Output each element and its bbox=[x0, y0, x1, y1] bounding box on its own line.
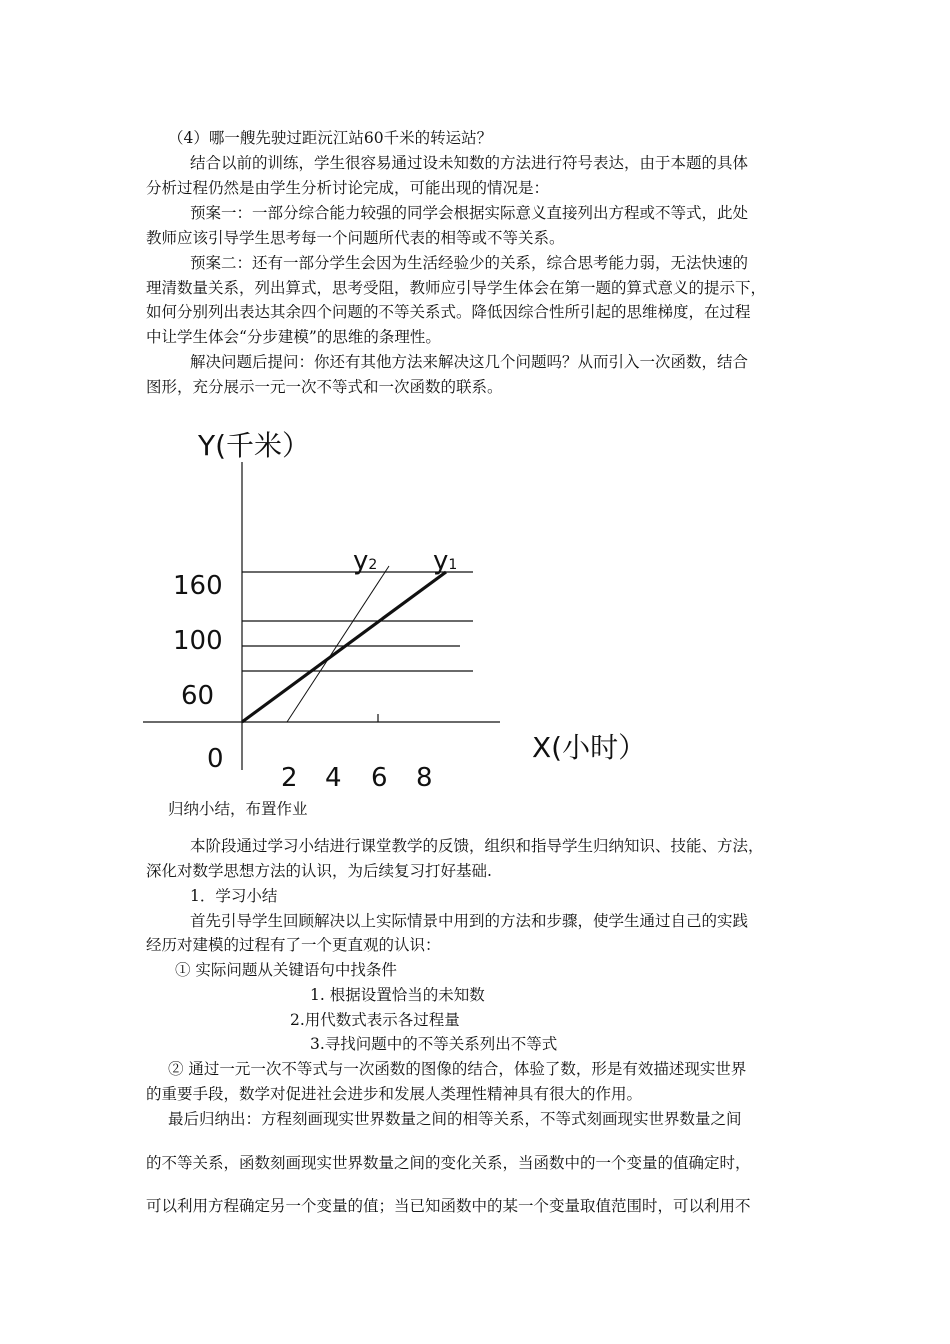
paragraph-line: 中让学生体会“分步建模”的思维的条理性。 bbox=[146, 328, 441, 346]
paragraph-line: 分析过程仍然是由学生分析讨论完成，可能出现的情况是： bbox=[146, 179, 550, 197]
x-tick-label-2: 2 bbox=[281, 763, 298, 793]
paragraph-line: 经历对建模的过程有了一个更直观的认识： bbox=[146, 936, 441, 954]
paragraph-line: 本阶段通过学习小结进行课堂教学的反馈，组织和指导学生归纳知识、技能、方法， bbox=[190, 837, 764, 855]
paragraph-line: 如何分别列出表达其余四个问题的不等关系式。降低因综合性所引起的思维梯度，在过程 bbox=[146, 303, 751, 321]
x-tick-label-8: 8 bbox=[416, 763, 433, 793]
list-item: ① 实际问题从关键语句中找条件 bbox=[175, 961, 397, 979]
list-item: 2.用代数式表示各过程量 bbox=[290, 1011, 460, 1029]
line-label-y2 bbox=[353, 546, 377, 576]
paragraph-line: 最后归纳出：方程刻画现实世界数量之间的相等关系，不等式刻画现实世界数量之间 bbox=[168, 1110, 742, 1128]
paragraph-line: 的重要手段，数学对促进社会进步和发展人类理性精神具有很大的作用。 bbox=[146, 1085, 643, 1103]
x-tick-label-6: 6 bbox=[371, 763, 388, 793]
paragraph-line: 解决问题后提问：你还有其他方法来解决这几个问题吗？从而引入一次函数，结合 bbox=[190, 353, 749, 371]
paragraph-line: ② 通过一元一次不等式与一次函数的图像的结合，体验了数，形是有效描述现实世界 bbox=[168, 1060, 747, 1078]
paragraph-line: 首先引导学生回顾解决以上实际情景中用到的方法和步骤，使学生通过自己的实践 bbox=[190, 912, 749, 930]
paragraph-line: 深化对数学思想方法的认识，为后续复习打好基础. bbox=[146, 862, 492, 880]
y-axis-label: Y(千米） bbox=[198, 429, 311, 462]
line-label-y1-main: y bbox=[433, 546, 449, 576]
line-y1 bbox=[242, 572, 446, 722]
line-label-y2-sub: 2 bbox=[368, 557, 378, 573]
paragraph-line: 预案二：还有一部分学生会因为生活经验少的关系，综合思考能力弱，无法快速的 bbox=[190, 254, 749, 272]
line-y2 bbox=[287, 566, 389, 722]
paragraph-line: 预案一：一部分综合能力较强的同学会根据实际意义直接列出方程或不等式，此处 bbox=[190, 204, 749, 222]
paragraph-line: 的不等关系，函数刻画现实世界数量之间的变化关系，当函数中的一个变量的值确定时， bbox=[146, 1154, 751, 1172]
list-item: 1. 根据设置恰当的未知数 bbox=[310, 986, 485, 1004]
y-tick-label-160: 160 bbox=[173, 571, 223, 601]
x-tick-label-4: 4 bbox=[325, 763, 342, 793]
section-heading: 归纳小结，布置作业 bbox=[168, 800, 308, 818]
line-label-y1-sub: 1 bbox=[448, 557, 458, 573]
paragraph-line: 教师应该引导学生思考每一个问题所代表的相等或不等关系。 bbox=[146, 229, 565, 247]
line-label-y1 bbox=[433, 546, 457, 576]
paragraph-line: 可以利用方程确定另一个变量的值；当已知函数中的某一个变量取值范围时，可以利用不 bbox=[146, 1197, 751, 1215]
subsection-heading: 1．学习小结 bbox=[190, 887, 278, 905]
origin-label: 0 bbox=[207, 744, 224, 774]
y-tick-label-60: 60 bbox=[181, 681, 215, 711]
line-label-y2-main: y bbox=[353, 546, 369, 576]
paragraph-line: （4）哪一艘先驶过距沅江站60千米的转运站？ bbox=[168, 129, 493, 147]
list-item: 3.寻找问题中的不等关系列出不等式 bbox=[310, 1035, 558, 1053]
y-tick-label-100: 100 bbox=[173, 626, 223, 656]
paragraph-line: 结合以前的训练，学生很容易通过设未知数的方法进行符号表达，由于本题的具体 bbox=[190, 154, 749, 172]
paragraph-line: 理清数量关系，列出算式，思考受阻，教师应引导学生体会在第一题的算式意义的提示下， bbox=[146, 279, 767, 297]
x-axis-label: X(小时） bbox=[532, 731, 647, 764]
paragraph-line: 图形，充分展示一元一次不等式和一次函数的联系。 bbox=[146, 378, 503, 396]
